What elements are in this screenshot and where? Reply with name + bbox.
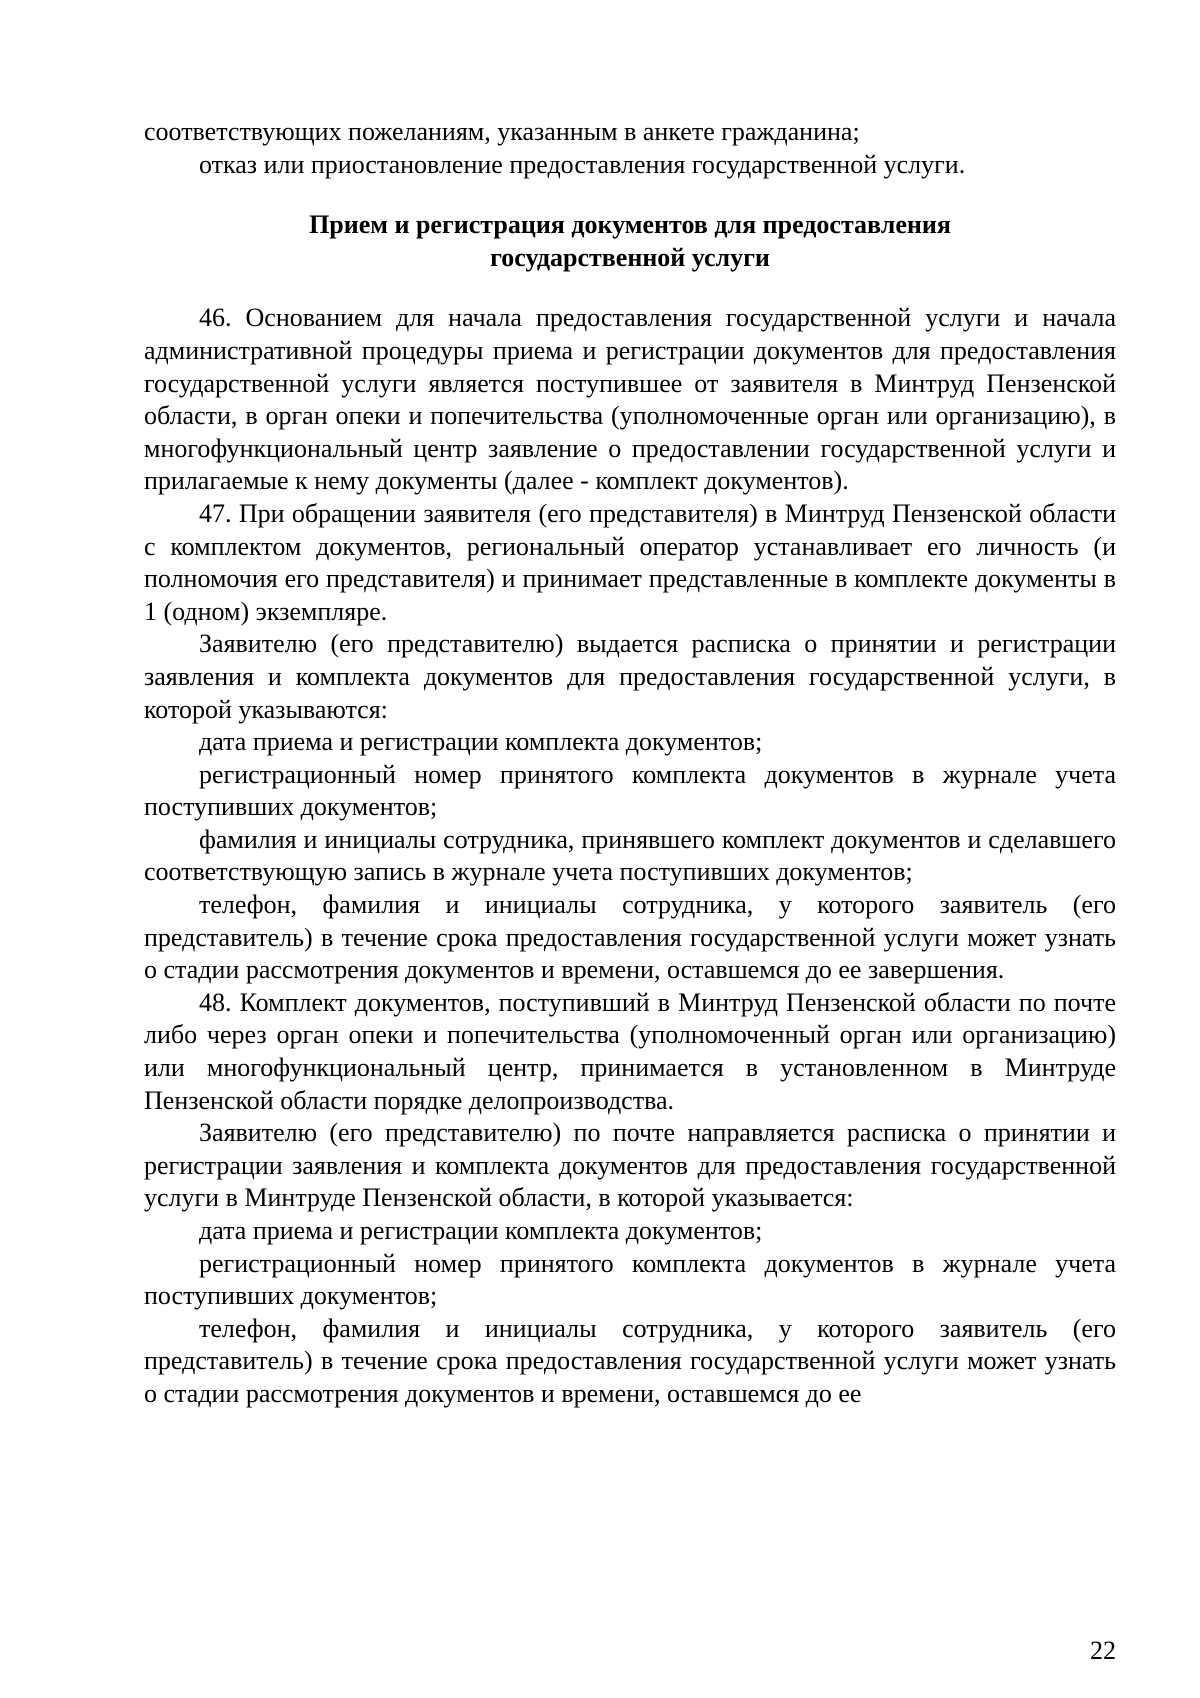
paragraph-48: 48. Комплект документов, поступивший в Минтруд Пензенской области по почте либо через орган опеки и попечительства (уполномоченный орган или организацию) или многофункциональный центр, принимается в установленном в Минтруде Пензенской области порядке делопроизводства. [144, 987, 1116, 1115]
page-number: 22 [1090, 1636, 1116, 1665]
lead-paragraph-2: отказ или приостановление предоставления государственной услуги. [199, 149, 966, 179]
mail-receipt-item-date: дата приема и регистрации комплекта документов; [199, 1216, 763, 1245]
paragraph-46: 46. Основанием для начала предоставления государственной услуги и начала административной процедуры приема и регистрации документов для предоставления государственной услуги является поступившее от заявителя в Минтруд Пензенской области, в орган опеки и попечительства (уполномоченные орган или организацию), в многофункциональный центр заявление о предоставлении государственной услуги и прилагаемые к нему документы (далее - комплект документов). [144, 303, 1116, 496]
section-heading-line-2: государственной услуги [490, 242, 770, 272]
receipt-item-date: дата приема и регистрации комплекта документов; [199, 727, 763, 757]
section-heading [144, 209, 1116, 274]
receipt-item-phone: телефон, фамилия и инициалы сотрудника, у которого заявитель (его представитель) в течение срока предоставления государственной услуги может узнать о стадии рассмотрения документов и времени, оставшемся до ее завершения. [144, 890, 1116, 985]
receipt-item-employee-name: фамилия и инициалы сотрудника, принявшего комплект документов и сделавшего соответствующую запись в журнале учета поступивших документов; [144, 824, 1116, 887]
receipt-item-registration-number: регистрационный номер принятого комплекта документов в журнале учета поступивших документов; [144, 759, 1116, 822]
section-heading-line-1: Прием и регистрация документов для предоставления [309, 210, 951, 240]
mail-receipt-intro-paragraph: Заявителю (его представителю) по почте направляется расписка о принятии и регистрации заявления и комплекта документов для предоставления государственной услуги в Минтруде Пензенской области, в которой указывается: [144, 1118, 1116, 1213]
receipt-intro-paragraph: Заявителю (его представителю) выдается расписка о принятии и регистрации заявления и комплекта документов для предоставления государственной услуги, в которой указываются: [144, 629, 1116, 724]
paragraph-47: 47. При обращении заявителя (его представителя) в Минтруд Пензенской области с комплектом документов, региональный оператор устанавливает его личность (и полномочия его представителя) и принимает представленные в комплекте документы в 1 (одном) экземпляре. [144, 498, 1116, 626]
mail-receipt-item-registration-number: регистрационный номер принятого комплекта документов в журнале учета поступивших документов; [144, 1248, 1116, 1311]
mail-receipt-item-phone: телефон, фамилия и инициалы сотрудника, у которого заявитель (его представитель) в течение срока предоставления государственной услуги может узнать о стадии рассмотрения документов и времени, оставшемся до ее [144, 1313, 1116, 1408]
lead-paragraph-1: соответствующих пожеланиям, указанным в анкете гражданина; [144, 117, 860, 146]
page-content [144, 116, 1116, 1411]
